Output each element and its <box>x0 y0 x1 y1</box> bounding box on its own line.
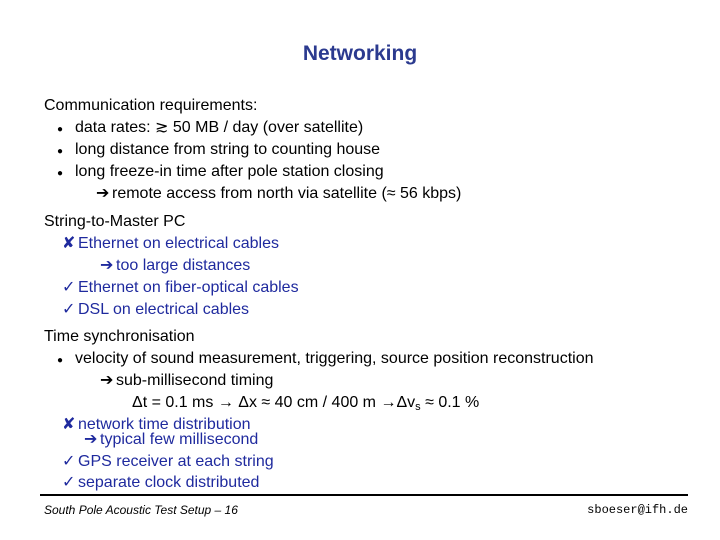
list-item <box>62 301 249 319</box>
arrow-right-icon: ➔ <box>84 431 98 448</box>
section-heading-string-to-master: String-to-Master PC <box>44 213 186 230</box>
list-subitem <box>100 257 250 275</box>
list-item-text: GPS receiver at each string <box>78 453 274 470</box>
formula-part: Δx ≈ 40 cm / 400 m <box>233 394 381 411</box>
arrow-right-icon: ➔ <box>100 372 114 389</box>
list-subitem-text: too large distances <box>116 257 251 274</box>
check-icon: ✓ <box>62 453 76 470</box>
section-heading-communication: Communication requirements: <box>44 97 258 114</box>
footer-email: sboeser@ifh.de <box>587 503 688 517</box>
list-subitem-text: remote access from north via satellite (≈ 56 kbps) <box>112 185 462 202</box>
list-item-text: long distance from string to counting house <box>75 141 381 158</box>
list-item <box>57 163 384 183</box>
list-item-text: separate clock distributed <box>78 474 260 491</box>
cross-icon: ✘ <box>62 235 76 252</box>
arrow-right-icon: ➔ <box>96 185 110 202</box>
section-heading-time-sync: Time synchronisation <box>44 328 195 345</box>
list-item <box>62 474 259 492</box>
bullet-dot-icon: ● <box>57 146 64 157</box>
footer-caption: South Pole Acoustic Test Setup – 16 <box>44 503 238 517</box>
list-item-text: data rates: ≳ 50 MB / day (over satellite) <box>75 119 364 136</box>
formula-part: ≈ 0.1 % <box>420 394 480 411</box>
check-icon: ✓ <box>62 301 76 318</box>
list-item <box>57 141 380 161</box>
bullet-dot-icon: ● <box>57 168 64 179</box>
list-item <box>57 350 593 370</box>
list-item <box>62 235 279 253</box>
check-icon: ✓ <box>62 279 76 296</box>
list-item-text: network time distribution <box>78 416 251 433</box>
list-item-text: Ethernet on electrical cables <box>78 235 279 252</box>
list-subitem <box>96 185 461 203</box>
list-item <box>62 453 274 471</box>
list-subitem-text: sub-millisecond timing <box>116 372 274 389</box>
footer-divider <box>40 494 688 496</box>
page-title: Networking <box>302 42 418 65</box>
cross-icon: ✘ <box>62 416 76 433</box>
check-icon: ✓ <box>62 474 76 491</box>
list-item <box>62 279 299 297</box>
arrow-right-icon: → <box>380 394 397 411</box>
bullet-dot-icon: ● <box>57 355 64 366</box>
list-subitem-text: typical few millisecond <box>100 431 259 448</box>
list-subitem <box>100 372 273 390</box>
list-subitem <box>84 431 258 449</box>
formula-part: Δt = 0.1 ms <box>132 394 218 411</box>
list-item-text: Ethernet on fiber-optical cables <box>78 279 299 296</box>
list-item-text: long freeze-in time after pole station closing <box>75 163 384 180</box>
formula-part: Δv <box>396 394 416 411</box>
list-item-text: DSL on electrical cables <box>78 301 250 318</box>
formula-line <box>132 394 479 416</box>
list-item <box>57 119 363 139</box>
list-item-text: velocity of sound measurement, triggering, source position reconstruction <box>75 350 594 367</box>
arrow-right-icon: → <box>217 394 234 411</box>
bullet-dot-icon: ● <box>57 124 64 135</box>
arrow-right-icon: ➔ <box>100 257 114 274</box>
formula-subscript: s <box>415 401 421 413</box>
